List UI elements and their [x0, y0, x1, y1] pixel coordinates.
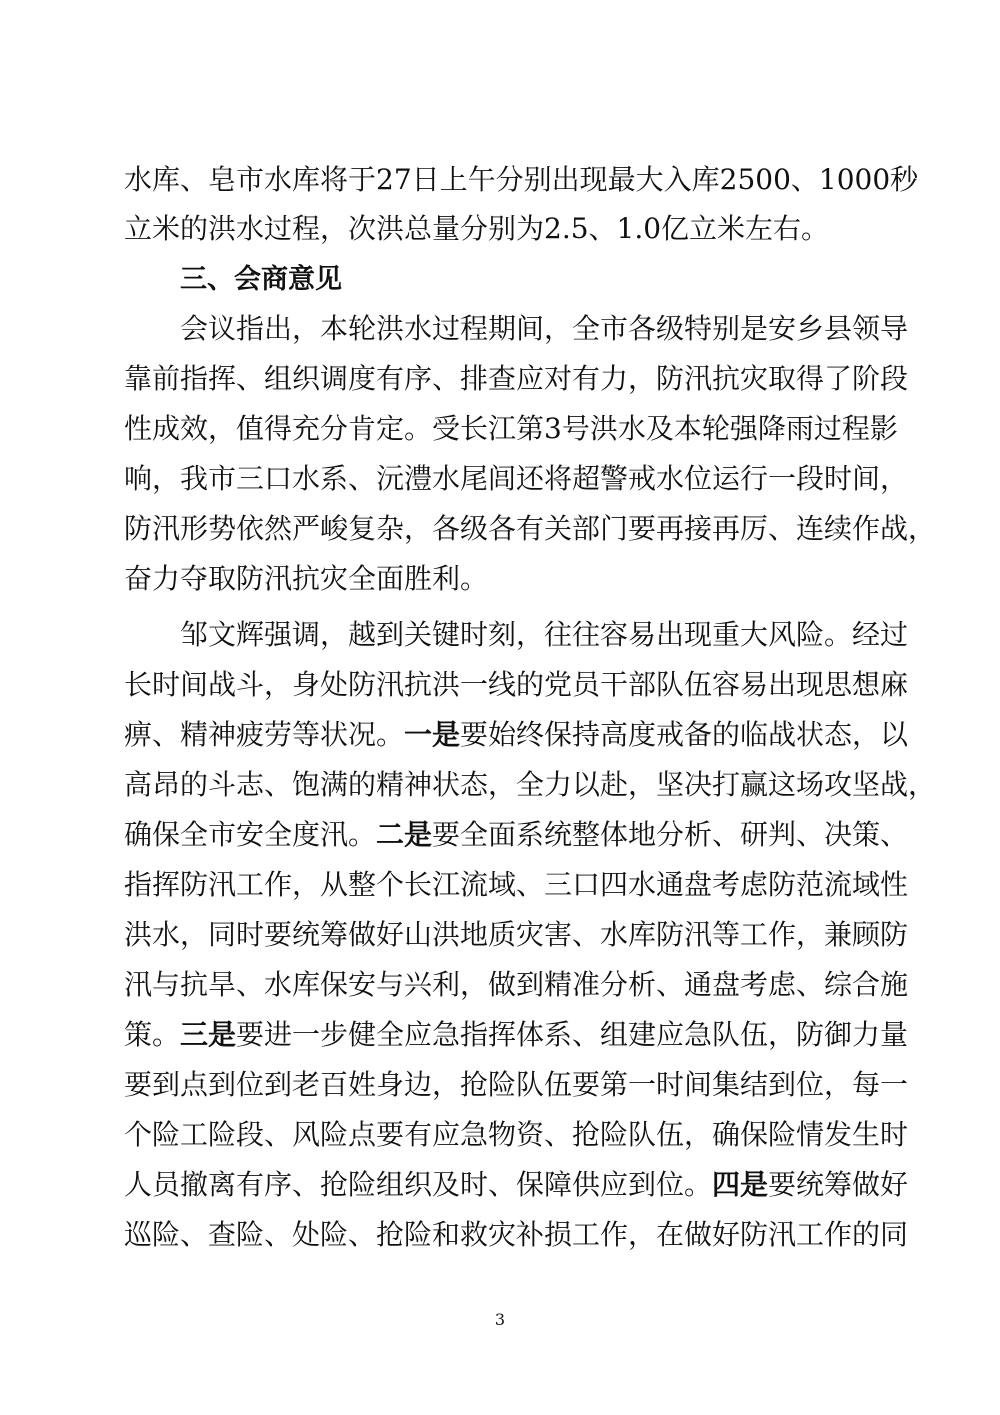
body-text: 要始终保持高度戒备的临战状态，以 — [460, 718, 909, 751]
page-number: 3 — [494, 1310, 506, 1329]
body-text-line — [124, 657, 909, 713]
body-text-line — [124, 401, 898, 457]
body-text: 响，我市三口水系、沅澧水尾闾还将超警戒水位运行一段时间， — [124, 462, 909, 495]
section-heading — [180, 251, 876, 307]
body-text: 人员撤离有序、抢险组织及时、保障供应到位。 — [124, 1168, 713, 1201]
body-text: 个险工险段、风险点要有应急物资、抢险队伍，确保险情发生时 — [124, 1118, 909, 1151]
body-text-line — [124, 152, 919, 208]
body-text-line — [124, 451, 909, 507]
body-text: 水库、皂市水库将于27日上午分别出现最大入库2500、1000秒 — [124, 163, 919, 196]
body-text-line — [180, 301, 909, 357]
bold-lead-text: 二是 — [376, 818, 433, 851]
body-text-mixed — [124, 707, 909, 763]
body-text-line — [124, 551, 876, 607]
body-text-mixed — [124, 807, 909, 863]
body-text: 会议指出，本轮洪水过程期间，全市各级特别是安乡县领导 — [180, 312, 909, 345]
body-text: 确保全市安全度汛。 — [124, 818, 377, 851]
body-text: 奋力夺取防汛抗灾全面胜利。 — [124, 562, 489, 595]
section-heading-text: 三、会商意见 — [180, 264, 342, 295]
body-text-line — [124, 857, 909, 913]
body-text: 巡险、查险、处险、抢险和救灾补损工作，在做好防汛工作的同 — [124, 1218, 909, 1251]
body-text: 指挥防汛工作，从整个长江流域、三口四水通盘考虑防范流域性 — [124, 868, 909, 901]
body-text: 长时间战斗，身处防汛抗洪一线的党员干部队伍容易出现思想麻 — [124, 668, 909, 701]
body-text: 性成效，值得充分肯定。受长江第3号洪水及本轮强降雨过程影 — [124, 412, 898, 445]
body-text-line — [124, 1207, 909, 1263]
body-text-line — [124, 957, 909, 1013]
body-text-line — [180, 607, 909, 663]
body-text-line — [124, 807, 909, 863]
body-text-mixed — [124, 1007, 909, 1063]
body-text-line — [124, 351, 909, 407]
body-text-mixed — [124, 1157, 909, 1213]
body-text: 防汛形势依然严峻复杂，各级各有关部门要再接再厉、连续作战， — [124, 512, 937, 545]
body-text: 邹文辉强调，越到关键时刻，往往容易出现重大风险。经过 — [180, 618, 909, 651]
body-text-line — [124, 501, 937, 557]
body-text-line — [124, 1057, 909, 1113]
body-text: 要进一步健全应急指挥体系、组建应急队伍，防御力量 — [236, 1018, 909, 1051]
body-text-line — [124, 1007, 909, 1063]
body-text: 高昂的斗志、饱满的精神状态，全力以赴，坚决打赢这场攻坚战， — [124, 768, 937, 801]
body-text: 汛与抗旱、水库保安与兴利，做到精准分析、通盘考虑、综合施 — [124, 968, 909, 1001]
body-text: 洪水，同时要统筹做好山洪地质灾害、水库防汛等工作，兼顾防 — [124, 918, 909, 951]
body-text: 要全面系统整体地分析、研判、决策、 — [432, 818, 909, 851]
body-text: 要统筹做好 — [768, 1168, 909, 1201]
bold-lead-text: 三是 — [180, 1018, 237, 1051]
bold-lead-text: 一是 — [404, 718, 461, 751]
body-text-line — [124, 1157, 909, 1213]
body-text: 策。 — [124, 1018, 181, 1051]
body-text: 立米的洪水过程，次洪总量分别为2.5、1.0亿立米左右。 — [124, 212, 830, 245]
body-text-line — [124, 707, 909, 763]
bold-lead-text: 四是 — [712, 1168, 769, 1201]
body-text-line — [124, 1107, 909, 1163]
body-text-line — [124, 907, 909, 963]
body-text-line — [124, 201, 876, 257]
body-text: 靠前指挥、组织调度有序、排查应对有力，防汛抗灾取得了阶段 — [124, 362, 909, 395]
body-text-line — [124, 757, 937, 813]
body-text: 要到点到位到老百姓身边，抢险队伍要第一时间集结到位，每一 — [124, 1068, 909, 1101]
body-text: 痹、精神疲劳等状况。 — [124, 718, 405, 751]
